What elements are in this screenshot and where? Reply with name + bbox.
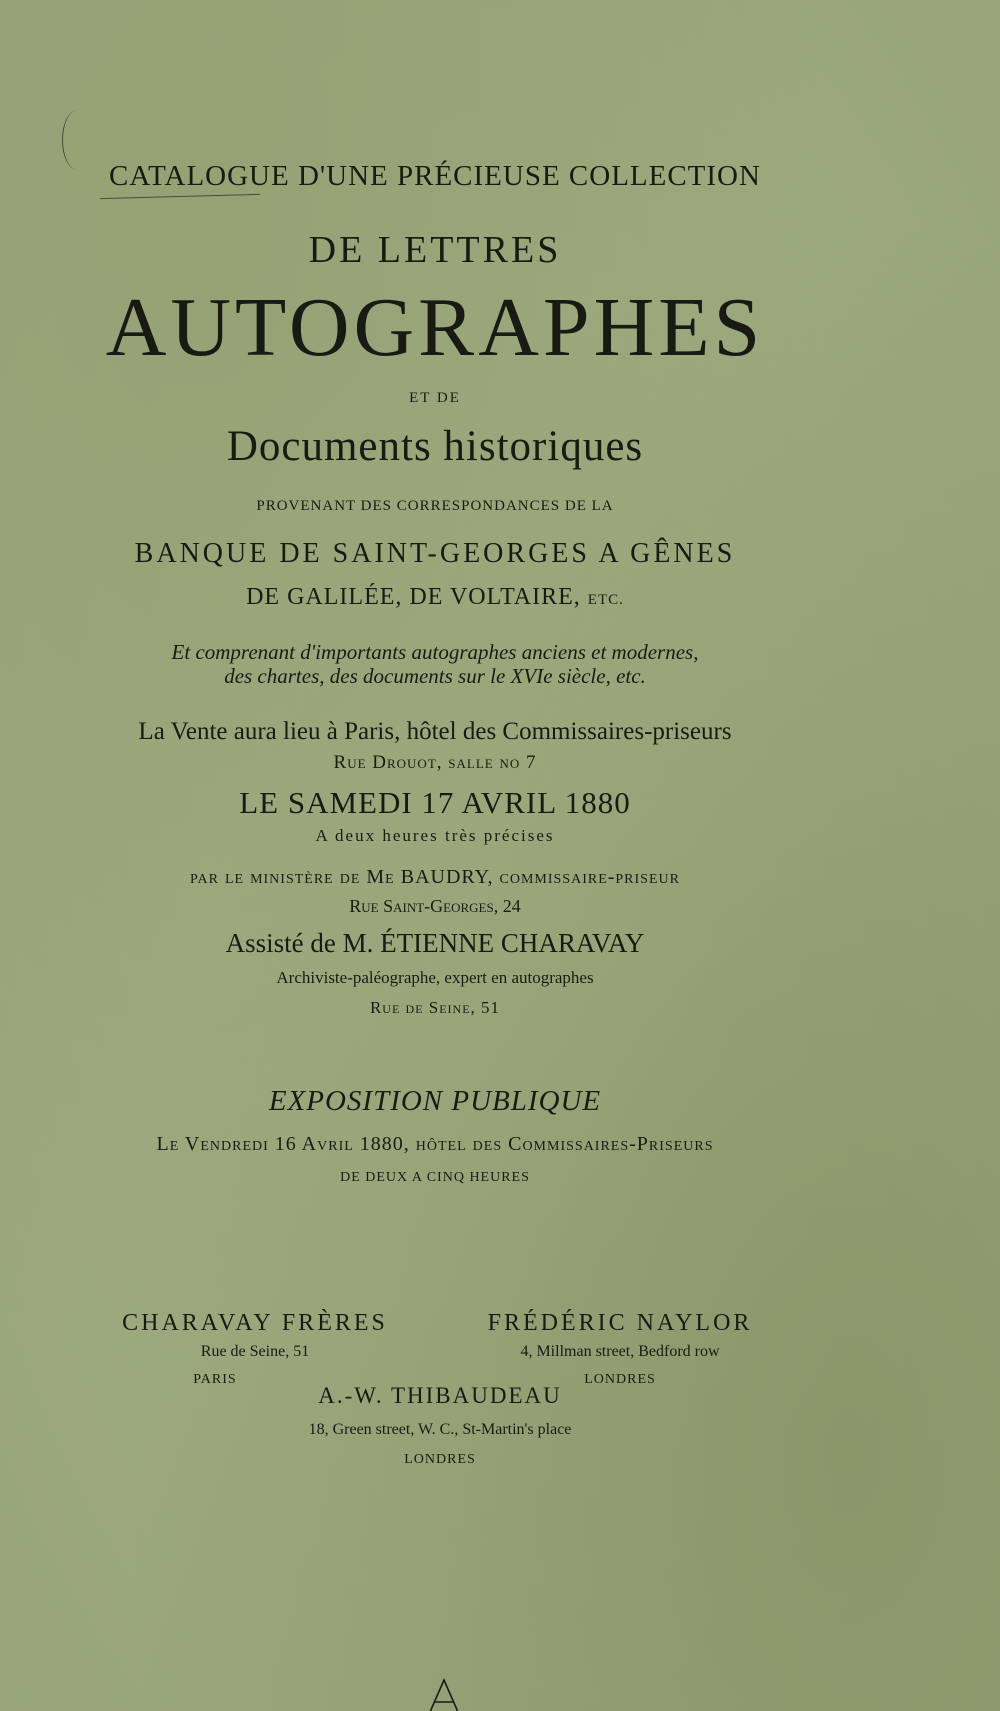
thibaudeau-publisher-name: A.-W. THIBAUDEAU — [318, 1383, 562, 1408]
sale-time: A deux heures très précises — [315, 826, 555, 845]
ministere-line: par le ministère de Me BAUDRY, commissaire-priseur — [190, 866, 680, 888]
autographes-title: AUTOGRAPHES — [105, 281, 765, 374]
de-lettres-heading: DE LETTRES — [308, 229, 562, 271]
banque-saint-georges-line: BANQUE DE SAINT-GEORGES A GÊNES — [134, 538, 736, 569]
provenance-intro: PROVENANT DES CORRESPONDANCES DE LA — [256, 498, 614, 514]
exposition-date: Le Vendredi 16 Avril 1880, hôtel des Commissaires-Priseurs — [156, 1133, 714, 1155]
exposition-hours: DE DEUX A CINQ HEURES — [340, 1170, 530, 1185]
naylor-publisher-city: LONDRES — [584, 1372, 656, 1387]
archiviste-line: Archiviste-paléographe, expert en autographes — [276, 968, 594, 987]
rue-de-seine-line: Rue de Seine, 51 — [369, 998, 501, 1017]
galilee-voltaire-line — [0, 584, 870, 611]
thibaudeau-publisher-city: LONDRES — [404, 1452, 476, 1467]
exposition-heading: EXPOSITION PUBLIQUE — [268, 1085, 602, 1117]
galilee-voltaire-text: DE GALILÉE, DE VOLTAIRE, — [246, 584, 581, 610]
handwritten-a-mark — [424, 1676, 464, 1711]
charavay-publisher-name: CHARAVAY FRÈRES — [122, 1310, 388, 1336]
sale-date: LE SAMEDI 17 AVRIL 1880 — [239, 785, 631, 820]
charavay-publisher-address: Rue de Seine, 51 — [200, 1343, 310, 1360]
expert-line: Assisté de M. ÉTIENNE CHARAVAY — [225, 928, 645, 958]
rue-saint-georges-line: Rue Saint-Georges, 24 — [349, 896, 521, 916]
vente-lieu-line: La Vente aura lieu à Paris, hôtel des Commissaires-priseurs — [138, 718, 732, 745]
charavay-publisher-city: PARIS — [193, 1372, 237, 1387]
comprenant-line-2: des chartes, des documents sur le XVIe siècle, etc. — [224, 664, 646, 688]
documents-historiques-heading: Documents historiques — [226, 423, 644, 470]
thibaudeau-publisher-address: 18, Green street, W. C., St-Martin's place — [308, 1421, 572, 1438]
naylor-publisher-address: 4, Millman street, Bedford row — [520, 1343, 720, 1360]
et-de-connector: ET DE — [409, 390, 461, 406]
catalogue-heading: CATALOGUE D'UNE PRÉCIEUSE COLLECTION — [109, 160, 761, 192]
comprenant-line-1: Et comprenant d'importants autographes anciens et modernes, — [171, 640, 699, 664]
rue-drouot-line: Rue Drouot, salle no 7 — [333, 752, 537, 773]
pencil-underline-mark — [100, 194, 260, 199]
naylor-publisher-name: FRÉDÉRIC NAYLOR — [487, 1310, 753, 1336]
etc-text: ETC. — [587, 592, 624, 608]
